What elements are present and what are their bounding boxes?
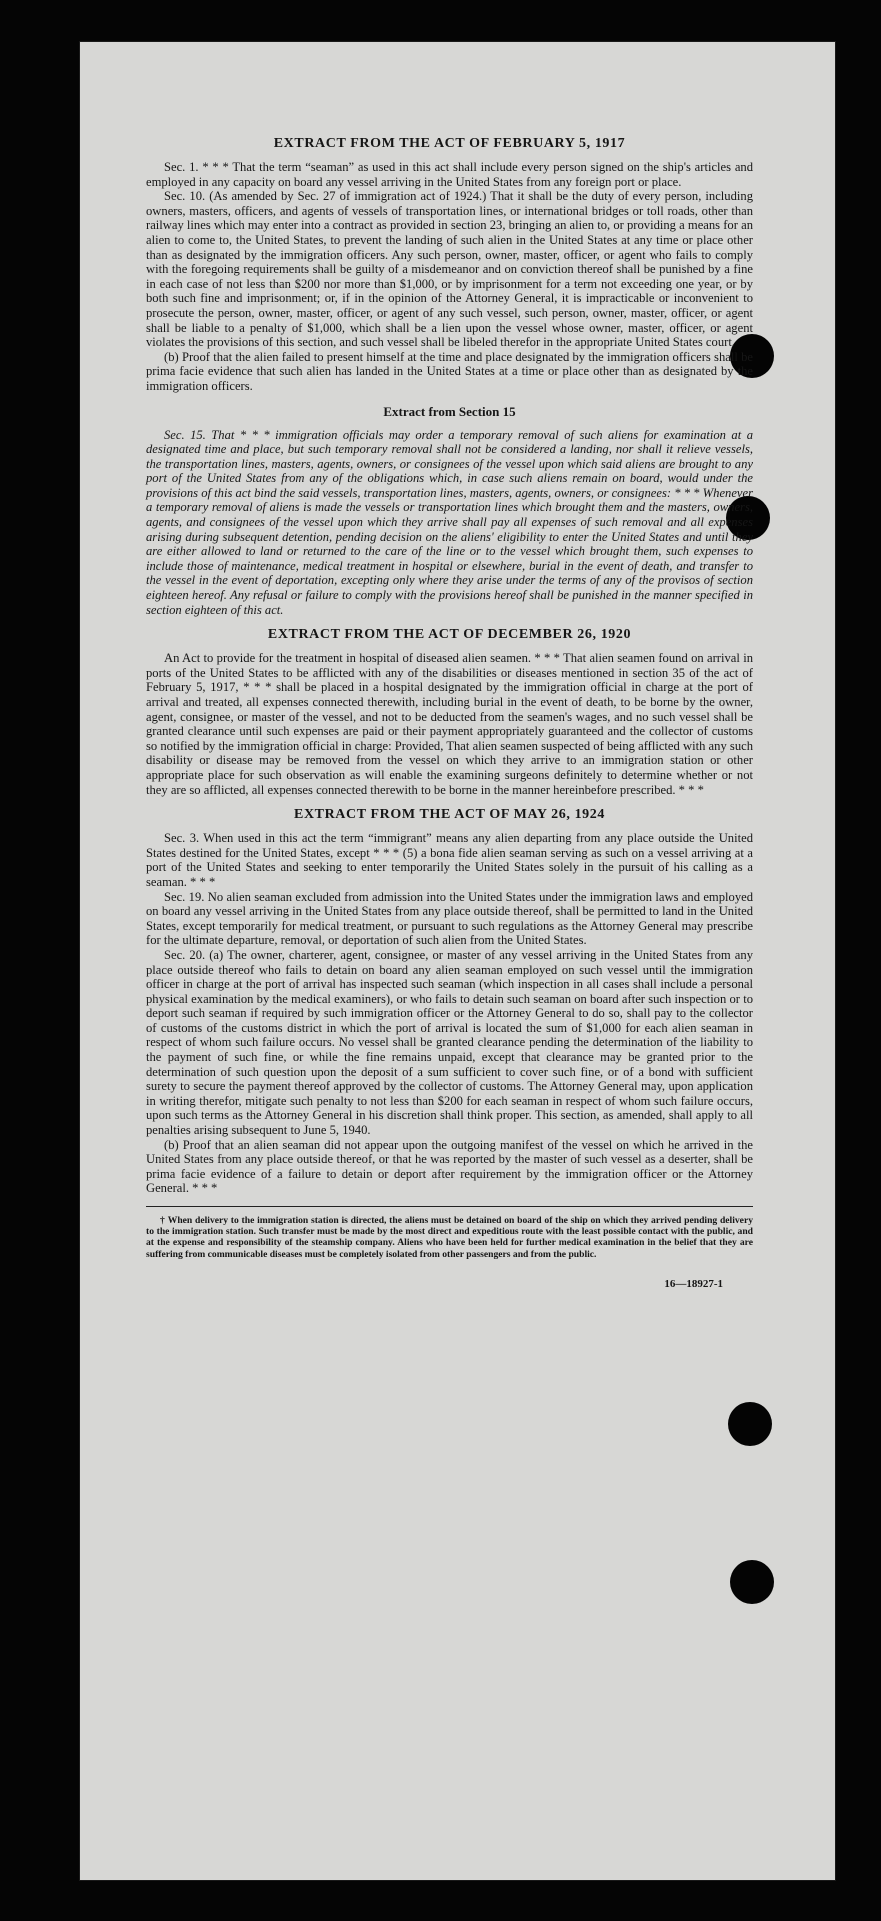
punch-hole-4 [730, 1560, 774, 1604]
section-1: Sec. 1. * * * That the term “seaman” as used in this act shall include every person signed on the ship's articles and employed in any capacity on board any vessel arriving in the United States from any foreign port or place. [146, 160, 753, 189]
section-10: Sec. 10. (As amended by Sec. 27 of immigration act of 1924.) That it shall be the duty of every person, including owners, masters, officers, and agents of vessels of transportation lines, or international bridges or toll roads, other than railway lines which may enter into a contract as provided in section 23, bringing an alien to, or providing a means for an alien to come to, the United States, to prevent the landing of such alien in the United States at any time or place other than as designated by the immigration officers. Any such person, owner, master, officer, or agent who fails to comply with the foregoing requirements shall be guilty of a misdemeanor and on conviction thereof shall be punished by a fine in each case of not less than $200 nor more than $1,000, or by imprisonment for a term not exceeding one year, or by both such fine and imprisonment; or, if in the opinion of the Attorney General, it is impracticable or inconvenient to prosecute the person, owner, master, officer, or agent of any such vessel, such person, owner, master, officer, or agent shall be liable to a penalty of $1,000, which shall be a lien upon the vessel whose owner, master, officer, or agent violates the provisions of this section, and such vessel shall be libeled therefor in the appropriate United States court. [146, 189, 753, 350]
section-15: Sec. 15. That * * * immigration officials may order a temporary removal of such aliens for examination at a designated time and place, but such temporary removal shall not be considered a landing, nor shall it relieve vessels, the transportation lines, masters, agents, owners, or consignees of the vessel upon which said aliens are brought to any port of the United States from any of the obligations which, in case such aliens remain on board, would under the provisions of this act bind the said vessels, transportation lines, masters, agents, owners, or consignees: * * * Whenever a temporary removal of aliens is made the vessels or transportation lines which brought them and the masters, owners, agents, and consignees of the vessel upon which they arrive shall pay all expenses of such removal and all expenses arising during subsequent detention, pending decision on the aliens' eligibility to enter the United States and until they are either allowed to land or returned to the care of the line or to the vessel which brought them, such expenses to include those of maintenance, medical treatment in hospital or elsewhere, burial in the event of death, and transfer to the vessel in the event of deportation, excepting only where they arise under the terms of any of the provisos of section eighteen hereof. Any refusal or failure to comply with the provisions hereof shall be punished in the manner specified in section eighteen of this act. [146, 427, 753, 617]
section-10-b: (b) Proof that the alien failed to present himself at the time and place designated by the immigration officers shall be prima facie evidence that such alien has landed in the United States at a time or place other than as designated by the immigration officers. [146, 349, 753, 393]
footnote: † When delivery to the immigration station is directed, the aliens must be detained on board of the ship on which they arrived pending delivery to the immigration station. Such transfer must be made by the most direct and expeditious route with the least possible contact with the public, and at the expense and responsibility of the steamship company. Aliens who have been held for further medical examination in the belief that they are suffering from communicable diseases must be completely isolated from other passengers and from the public. [146, 1215, 753, 1260]
footnote-divider [146, 1206, 753, 1207]
section-20: Sec. 20. (a) The owner, charterer, agent, consignee, or master of any vessel arriving in the United States from any place outside thereof who fails to detain on board any alien seaman employed on such vessel until the immigration officer in charge at the port of arrival has inspected such seaman (which inspection in all cases shall include a personal physical examination by the medical examiners), or who fails to detain such seaman on board after such inspection or to deport such seaman if required by such immigration officer or the Attorney General to do so, shall pay to the collector of customs of the customs district in which the port of arrival is located the sum of $1,000 for each alien seaman in respect of whom such failure occurs. No vessel shall be granted clearance pending the determination of the liability to the payment of such fine, or while the fine remains unpaid, except that clearance may be granted prior to the determination of such question upon the deposit of a sum sufficient to cover such fine, or of a bond with sufficient surety to secure the payment thereof approved by the collector of customs. The Attorney General may, upon application in writing therefor, mitigate such penalty to not less than $200 for each seaman in respect of whom such failure occurs, upon such terms as the Attorney General in his discretion shall think proper. This section, as amended, shall apply to all penalties arising subsequent to June 5, 1940. [146, 947, 753, 1138]
subheading-section-15: Extract from Section 15 [383, 403, 516, 419]
heading-act-1917: EXTRACT FROM THE ACT OF FEBRUARY 5, 1917 [273, 136, 626, 151]
section-19: Sec. 19. No alien seaman excluded from admission into the United States under the immigration laws and employed on board any vessel arriving in the United States from any place outside thereof, shall be permitted to land in the United States, except temporarily for medical treatment, or pursuant to such regulations as the Attorney General may prescribe for the ultimate departure, removal, or deportation of such alien from the United States. [146, 889, 753, 948]
section-20-b: (b) Proof that an alien seaman did not appear upon the outgoing manifest of the vessel on which he arrived in the United States from any place outside thereof, or that he was reported by the master of such vessel as a deserter, shall be prima facie evidence of a failure to detain or deport after requirement by the immigration officer or the Attorney General. * * * [146, 1137, 753, 1196]
punch-hole-3 [728, 1402, 772, 1446]
document-content [146, 126, 753, 1290]
heading-act-1924: EXTRACT FROM THE ACT OF MAY 26, 1924 [294, 807, 605, 823]
act-1920-text: An Act to provide for the treatment in hospital of diseased alien seamen. * * * That alien seamen found on arrival in ports of the United States to be afflicted with any of the disabilities or diseases mentioned in section 35 of the act of February 5, 1917, * * * shall be placed in a hospital designated by the immigration official in charge at the port of arrival and treated, all expenses connected therewith, including burial in the event of death, to be borne by the owner, agent, consignee, or master of the vessel, and not to be deducted from the seamen's wages, and no such vessel shall be granted clearance until such expenses are paid or their payment appropriately guaranteed and the collector of customs so notified by the immigration official in charge: Provided, That alien seamen suspected of being afflicted with any such disability or disease may be removed from the vessel on which they arrive to an immigration station or other appropriate place for such observation as will enable the examining surgeons definitely to determine whether or not they are so afflicted, all expenses connected therewith to be borne in the manner hereinbefore prescribed. * * * [146, 651, 753, 797]
heading-act-1920: EXTRACT FROM THE ACT OF DECEMBER 26, 1920 [267, 627, 632, 643]
document-page [80, 42, 835, 1880]
section-3: Sec. 3. When used in this act the term “immigrant” means any alien departing from any place outside the United States destined for the United States, except * * * (5) a bona fide alien seaman serving as such on a vessel arriving at a port of the United States and seeking to enter temporarily the United States solely in the pursuit of his calling as a seaman. * * * [146, 831, 753, 889]
document-code: 16—18927-1 [664, 1277, 723, 1290]
